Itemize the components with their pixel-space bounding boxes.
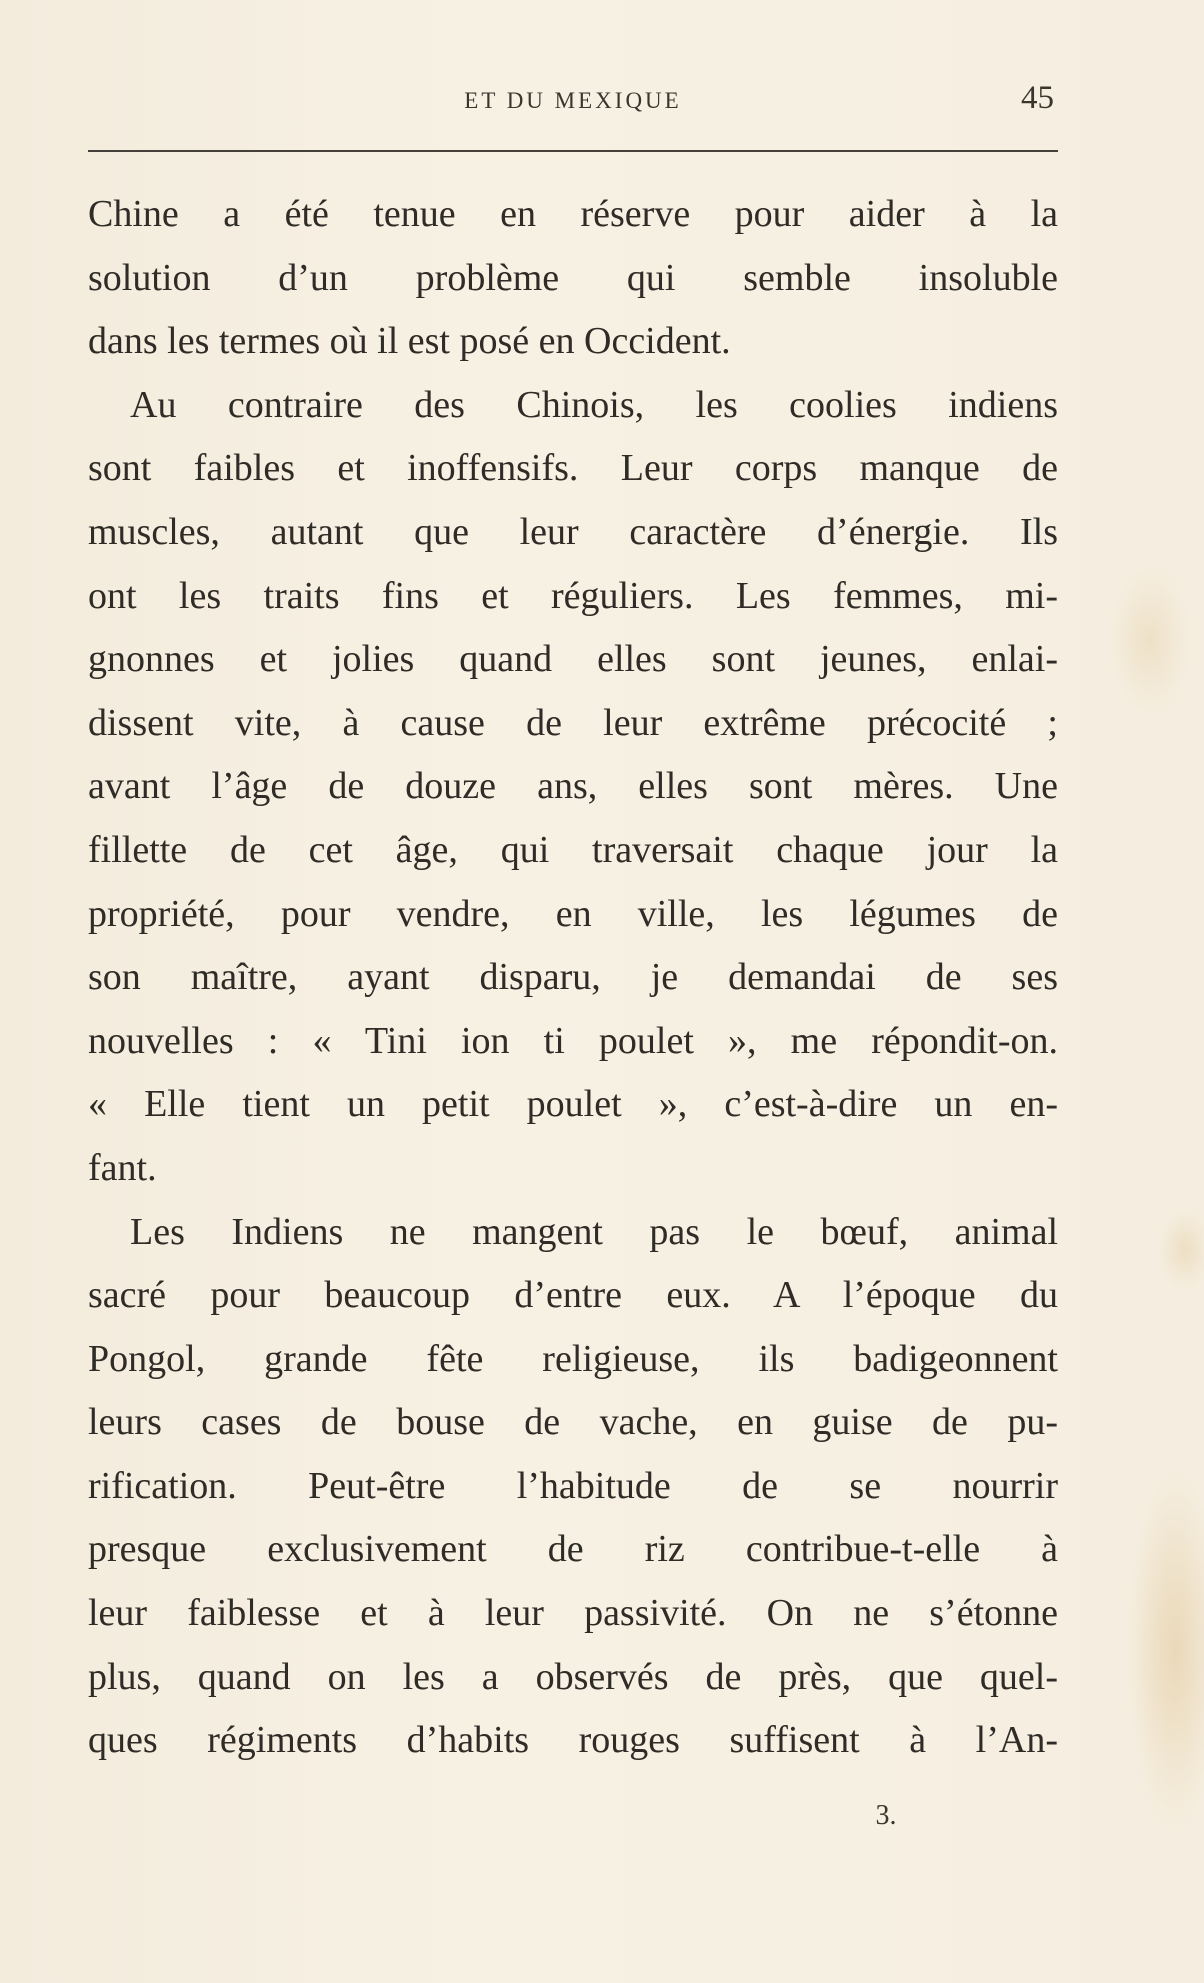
running-title: ET DU MEXIQUE (464, 88, 682, 113)
text-line: muscles, autant que leur caractère d’énergie. Ils (88, 510, 1058, 553)
text-line: Chine a été tenue en réserve pour aider à la (88, 193, 1058, 235)
text-line: son maître, ayant disparu, je demandai de ses (88, 956, 1058, 999)
text-line: Au contraire des Chinois, les coolies indiens (130, 383, 1058, 426)
signature-mark-text: 3. (875, 1800, 897, 1831)
text-line: dissent vite, à cause de leur extrême précocité ; (88, 701, 1058, 744)
text-line: leurs cases de bouse de vache, en guise de pu- (88, 1401, 1058, 1444)
text-line: gnonnes et jolies quand elles sont jeunes, enlai- (88, 638, 1058, 681)
text-line: sont faibles et inoffensifs. Leur corps manque de (88, 447, 1058, 490)
header-rule (88, 150, 1058, 152)
text-line: ques régiments d’habits rouges suffisent à l’An- (88, 1719, 1058, 1762)
text-line: presque exclusivement de riz contribue-t-elle à (88, 1528, 1058, 1571)
body-text (88, 183, 1058, 1773)
text-line: plus, quand on les a observés de près, que quel- (88, 1655, 1058, 1698)
text-line: nouvelles : « Tini ion ti poulet », me répondit-on. (88, 1019, 1058, 1062)
text-line: fillette de cet âge, qui traversait chaque jour la (88, 828, 1058, 871)
page-number: 45 (1021, 80, 1054, 116)
text-line: ont les traits fins et réguliers. Les femmes, mi- (88, 574, 1058, 617)
text-line: propriété, pour vendre, en ville, les légumes de (88, 892, 1058, 935)
text-line: sacré pour beaucoup d’entre eux. A l’époque du (88, 1274, 1058, 1317)
signature-mark (0, 1800, 1204, 1832)
text-line: Les Indiens ne mangent pas le bœuf, animal (130, 1210, 1058, 1253)
text-line: « Elle tient un petit poulet », c’est-à-dire un en- (88, 1083, 1058, 1126)
text-line: leur faiblesse et à leur passivité. On ne s’étonne (88, 1592, 1058, 1635)
running-head (88, 80, 1058, 120)
text-line: solution d’un problème qui semble insoluble (88, 256, 1058, 299)
text-line: rification. Peut-être l’habitude de se nourrir (88, 1464, 1058, 1507)
text-line: fant. (88, 1146, 157, 1189)
text-line: avant l’âge de douze ans, elles sont mères. Une (88, 765, 1058, 808)
text-line: Pongol, grande fête religieuse, ils badigeonnent (88, 1337, 1058, 1380)
text-line: dans les termes où il est posé en Occident. (88, 320, 731, 363)
